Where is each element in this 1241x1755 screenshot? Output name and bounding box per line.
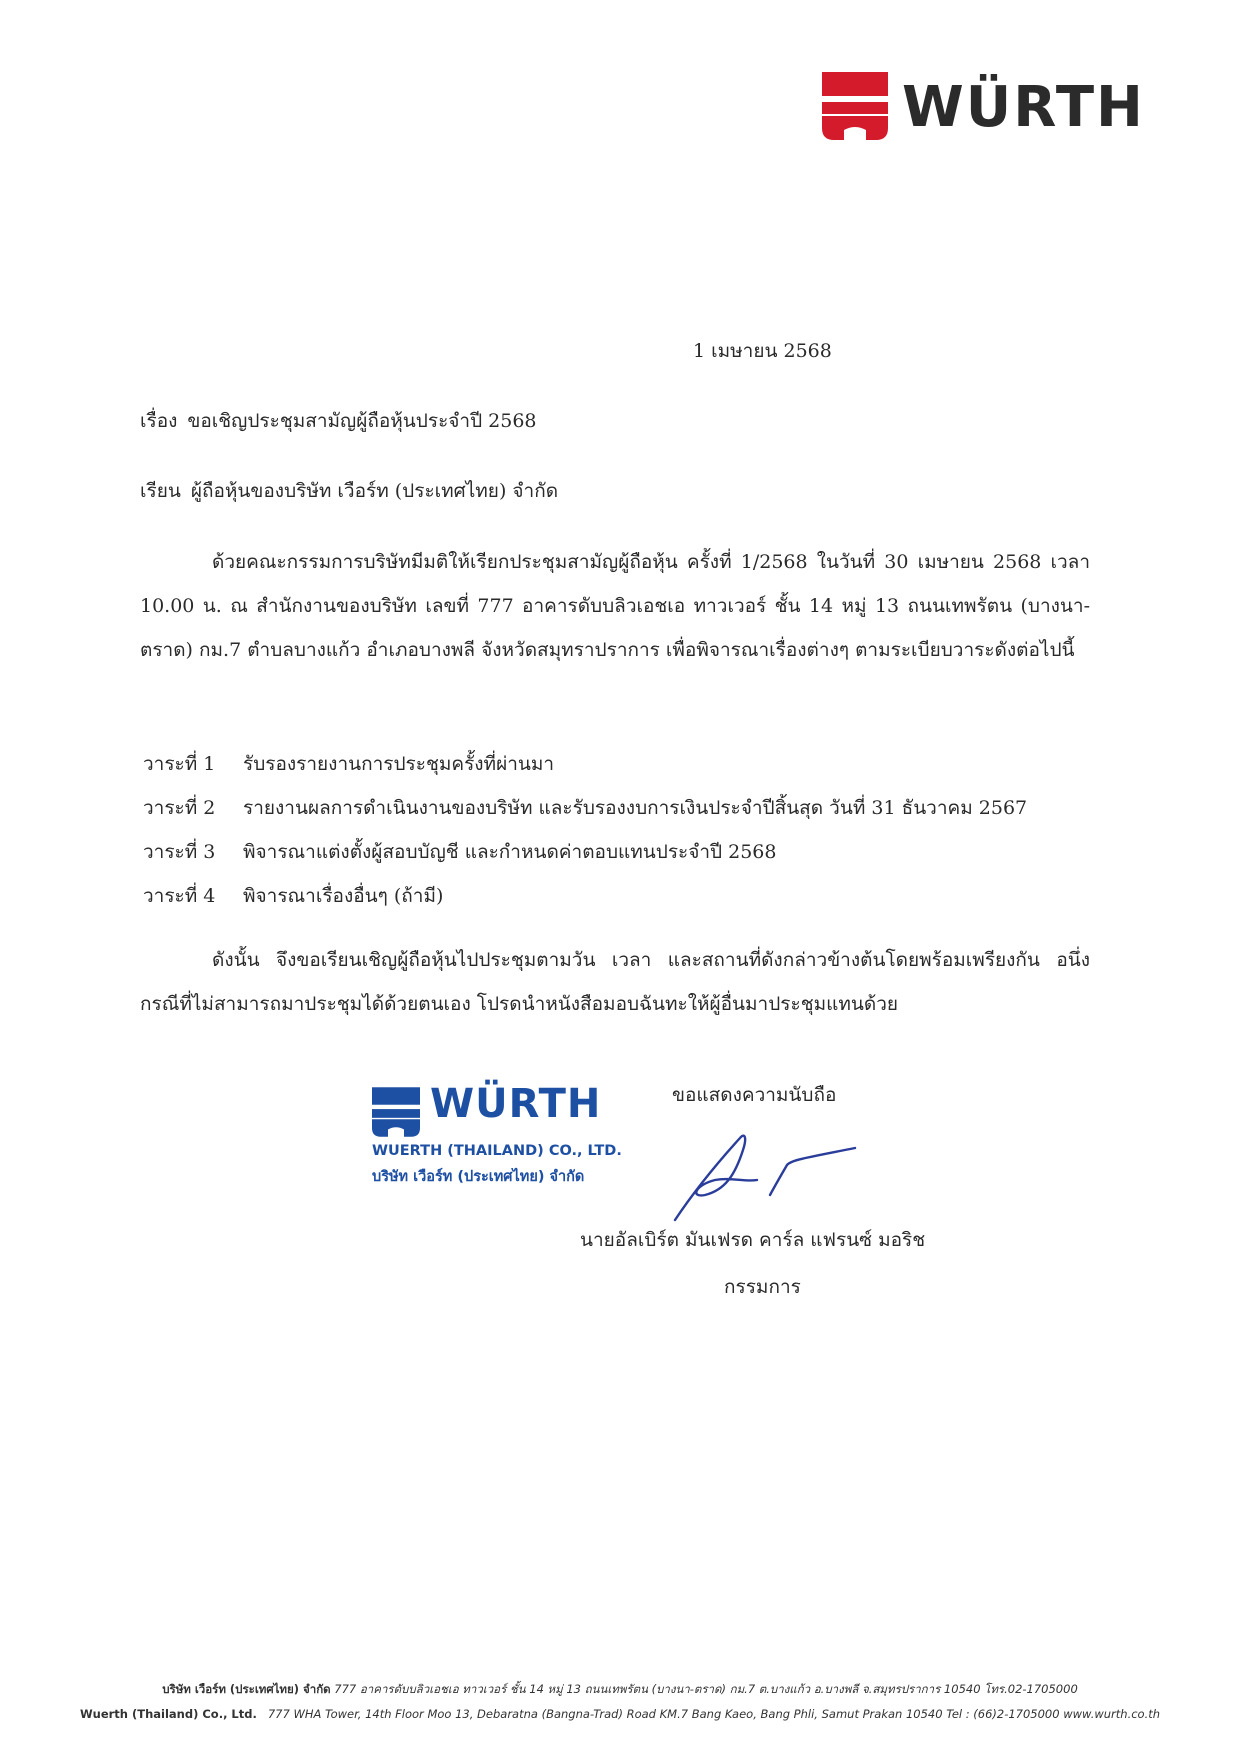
- footer-address-th: [60, 1681, 1180, 1699]
- closing-phrase: ขอแสดงความนับถือ: [672, 1084, 837, 1106]
- body-paragraph-1: ด้วยคณะกรรมการบริษัทมีมติให้เรียกประชุมสามัญผู้ถือหุ้น ครั้งที่ 1/2568 ในวันที่ 30 เมษายน 2568 เวลา 10.00 น. ณ สำนักงานของบริษัท เลขที่ 777 อาคารดับบลิวเอชเอ ทาวเวอร์ ชั้น 14 หมู่ 13 ถนนเทพรัตน (บางนา-ตราด) กม.7 ตำบลบางแก้ว อำเภอบางพลี จังหวัดสมุทราปราการ เพื่อพิจารณาเรื่องต่างๆ ตามระเบียบวาระดังต่อไปนี้: [140, 551, 1090, 661]
- body-paragraph-2: ดังนั้น จึงขอเรียนเชิญผู้ถือหุ้นไปประชุมตามวัน เวลา และสถานที่ดังกล่าวข้างต้นโดยพร้อมเพรียงกัน อนึ่ง กรณีที่ไม่สามารถมาประชุมได้ด้วยตนเอง โปรดนำหนังสือมอบฉันทะให้ผู้อื่นมาประชุมแทนด้วย: [140, 949, 1090, 1015]
- footer-address-en-text: 777 WHA Tower, 14th Floor Moo 13, Debaratna (Bangna-Trad) Road KM.7 Bang Kaeo, Bang Phli, Samut Prakan 10540 Tel : (66)2-1705000 www.wurth.co.th: [267, 1707, 1161, 1721]
- agenda-number: วาระที่ 3: [143, 841, 216, 863]
- wurth-logo: [822, 72, 1152, 144]
- brand-wordmark: WÜRTH: [902, 75, 1145, 140]
- stamp-wordmark: WÜRTH: [430, 1081, 602, 1127]
- footer-company-en: Wuerth (Thailand) Co., Ltd.: [79, 1707, 257, 1721]
- agenda-text: พิจารณาแต่งตั้งผู้สอบบัญชี และกำหนดค่าตอบแทนประจำปี 2568: [243, 841, 777, 863]
- footer-address-en: [60, 1707, 1180, 1721]
- subject-text: ขอเชิญประชุมสามัญผู้ถือหุ้นประจำปี 2568: [187, 410, 537, 432]
- agenda-number: วาระที่ 4: [143, 885, 216, 907]
- agenda-item: [143, 742, 1083, 786]
- agenda-item: [143, 830, 1083, 874]
- salutation-label: เรียน: [140, 480, 181, 502]
- agenda-text: รายงานผลการดำเนินงานของบริษัท และรับรองงบการเงินประจำปีสิ้นสุด วันที่ 31 ธันวาคม 2567: [243, 797, 1028, 819]
- salutation-line: [140, 477, 558, 505]
- agenda-item: [143, 874, 1083, 918]
- stamp-company-name-th: บริษัท เวือร์ท (ประเทศไทย) จำกัด: [372, 1169, 585, 1185]
- agenda-text: พิจารณาเรื่องอื่นๆ (ถ้ามี): [243, 885, 444, 907]
- wurth-logo-mark-icon: [822, 72, 888, 140]
- agenda-number: วาระที่ 1: [143, 753, 216, 775]
- agenda-list: [143, 742, 1083, 918]
- stamp-logo-mark-icon: [372, 1087, 420, 1137]
- subject-line: [140, 407, 537, 435]
- subject-label: เรื่อง: [140, 410, 178, 432]
- stamp-company-name-en: WUERTH (THAILAND) CO., LTD.: [372, 1143, 622, 1159]
- agenda-number: วาระที่ 2: [143, 797, 216, 819]
- agenda-text: รับรองรายงานการประชุมครั้งที่ผ่านมา: [243, 753, 555, 775]
- company-stamp: [370, 1081, 622, 1195]
- signer-name: นายอัลเบิร์ต มันเฟรด คาร์ล แฟรนซ์ มอริช: [580, 1229, 926, 1251]
- handwritten-signature: [665, 1120, 865, 1230]
- agenda-item: [143, 786, 1083, 830]
- salutation-text: ผู้ถือหุ้นของบริษัท เวือร์ท (ประเทศไทย) จำกัด: [190, 480, 559, 502]
- letter-date: 1 เมษายน 2568: [693, 340, 832, 362]
- signer-title: กรรมการ: [724, 1276, 801, 1298]
- footer-address-th-text: 777 อาคารดับบลิวเอชเอ ทาวเวอร์ ชั้น 14 หมู่ 13 ถนนเทพรัตน (บางนา-ตราด) กม.7 ต.บางแก้ว อ.บางพลี จ.สมุทรปราการ 10540 โทร.02-1705000: [334, 1682, 1078, 1696]
- footer-company-th: บริษัท เวือร์ท (ประเทศไทย) จำกัด: [162, 1682, 331, 1696]
